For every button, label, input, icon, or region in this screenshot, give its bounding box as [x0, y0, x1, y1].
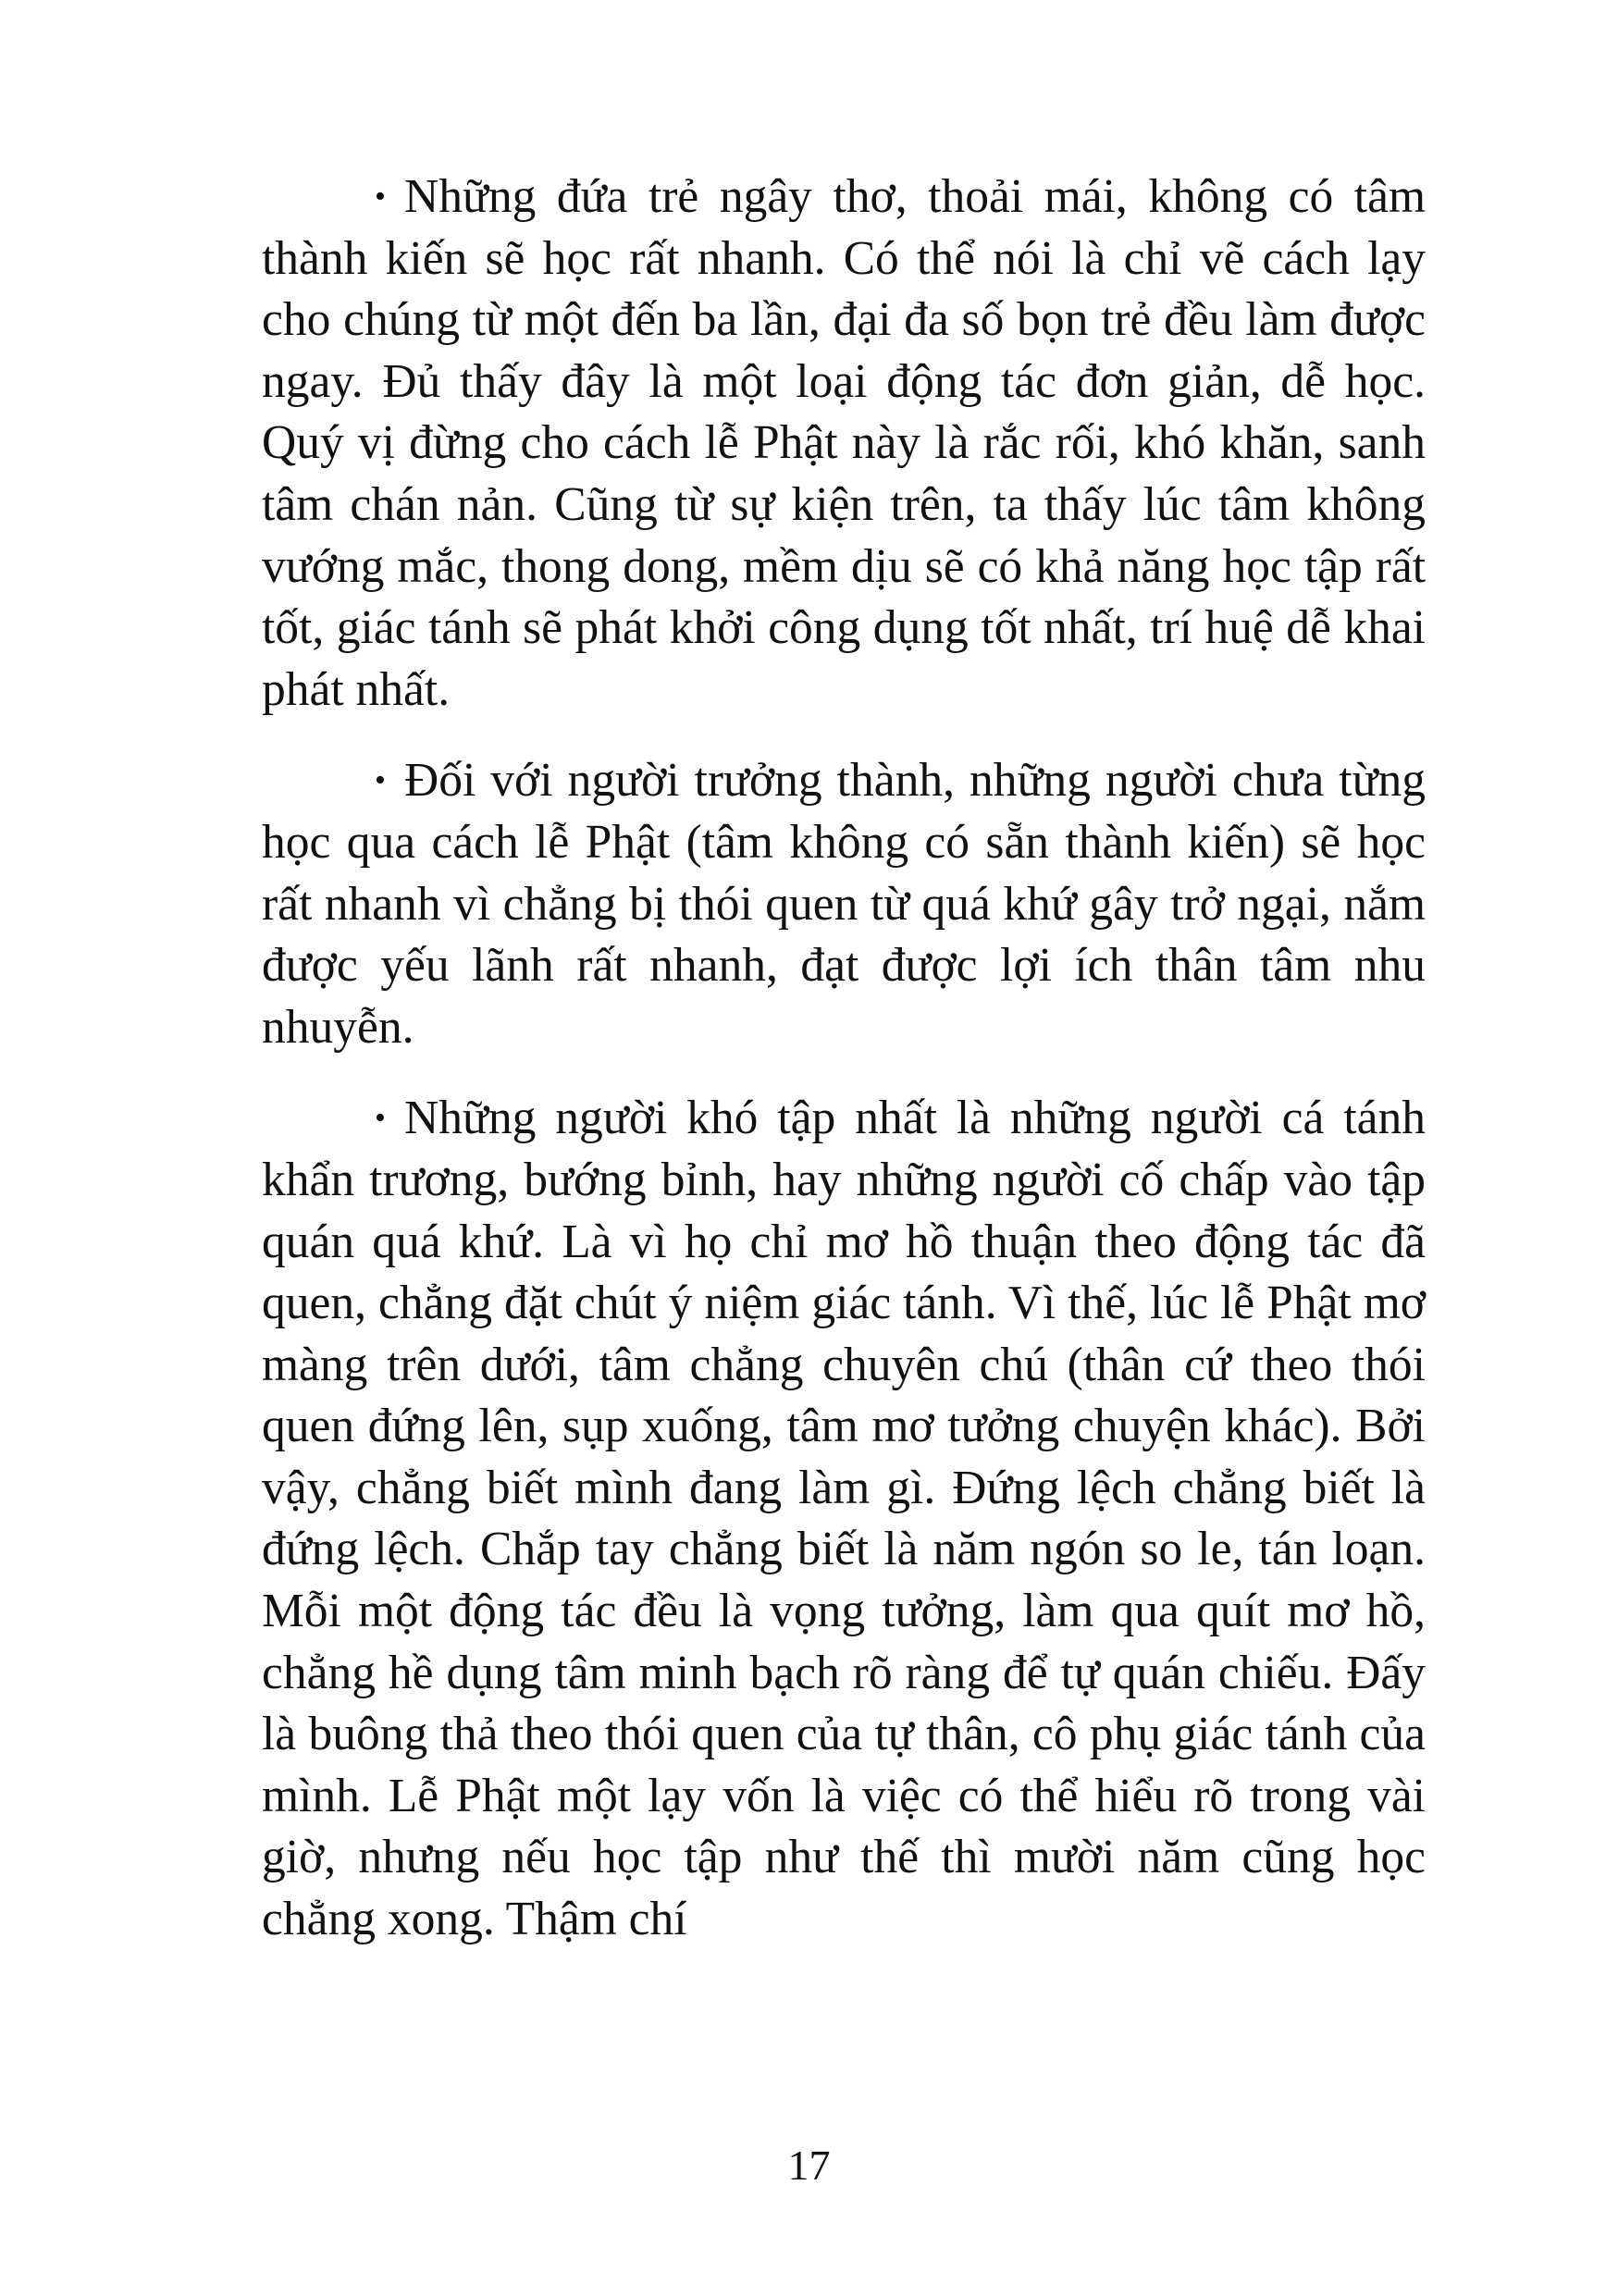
page-number: 17	[787, 2142, 831, 2189]
paragraph-text: Những người khó tập nhất là những người cá tánh khẩn trương, bướng bỉnh, hay những người cố chấp vào tập quán quá khứ. Là vì họ chỉ mơ hồ thuận theo động tác đã quen, chẳng đặt chút ý niệm giác tánh. Vì thế, lúc lễ Phật mơ màng trên dưới, tâm chẳng chuyên chú (thân cứ theo thói quen đứng lên, sụp xuống, tâm mơ tưởng chuyện khác). Bởi vậy, chẳng biết mình đang làm gì. Đứng lệch chẳng biết là đứng lệch. Chắp tay chẳng biết là năm ngón so le, tán loạn. Mỗi một động tác đều là vọng tưởng, làm qua quít mơ hồ, chẳng hề dụng tâm minh bạch rõ ràng để tự quán chiếu. Đấy là buông thả theo thói quen của tự thân, cô phụ giác tánh của mình. Lễ Phật một lạy vốn là việc có thể hiểu rõ trong vài giờ, nhưng nếu học tập như thế thì mười năm cũng học chẳng xong. Thậm chí	[262, 1092, 1426, 1946]
bullet-icon: •	[375, 763, 386, 798]
body-text	[262, 167, 1426, 1981]
paragraph-difficult-learners	[262, 1088, 1426, 1950]
paragraph-text: Những đứa trẻ ngây thơ, thoải mái, không có tâm thành kiến sẽ học rất nhanh. Có thể nói là chỉ vẽ cách lạy cho chúng từ một đến ba lần, đại đa số bọn trẻ đều làm được ngay. Đủ thấy đây là một loại động tác đơn giản, dễ học. Quý vị đừng cho cách lễ Phật này là rắc rối, khó khăn, sanh tâm chán nản. Cũng từ sự kiện trên, ta thấy lúc tâm không vướng mắc, thong dong, mềm dịu sẽ có khả năng học tập rất tốt, giác tánh sẽ phát khởi công dụng tốt nhất, trí huệ dễ khai phát nhất.	[262, 170, 1426, 716]
paragraph-children	[262, 167, 1426, 721]
bullet-icon: •	[375, 179, 386, 214]
bullet-icon: •	[375, 1101, 386, 1136]
paragraph-adults	[262, 750, 1426, 1058]
paragraph-text: Đối với người trưởng thành, những người chưa từng học qua cách lễ Phật (tâm không có sẵn thành kiến) sẽ học rất nhanh vì chẳng bị thói quen từ quá khứ gây trở ngại, nắm được yếu lãnh rất nhanh, đạt được lợi ích thân tâm nhu nhuyễn.	[262, 754, 1426, 1054]
